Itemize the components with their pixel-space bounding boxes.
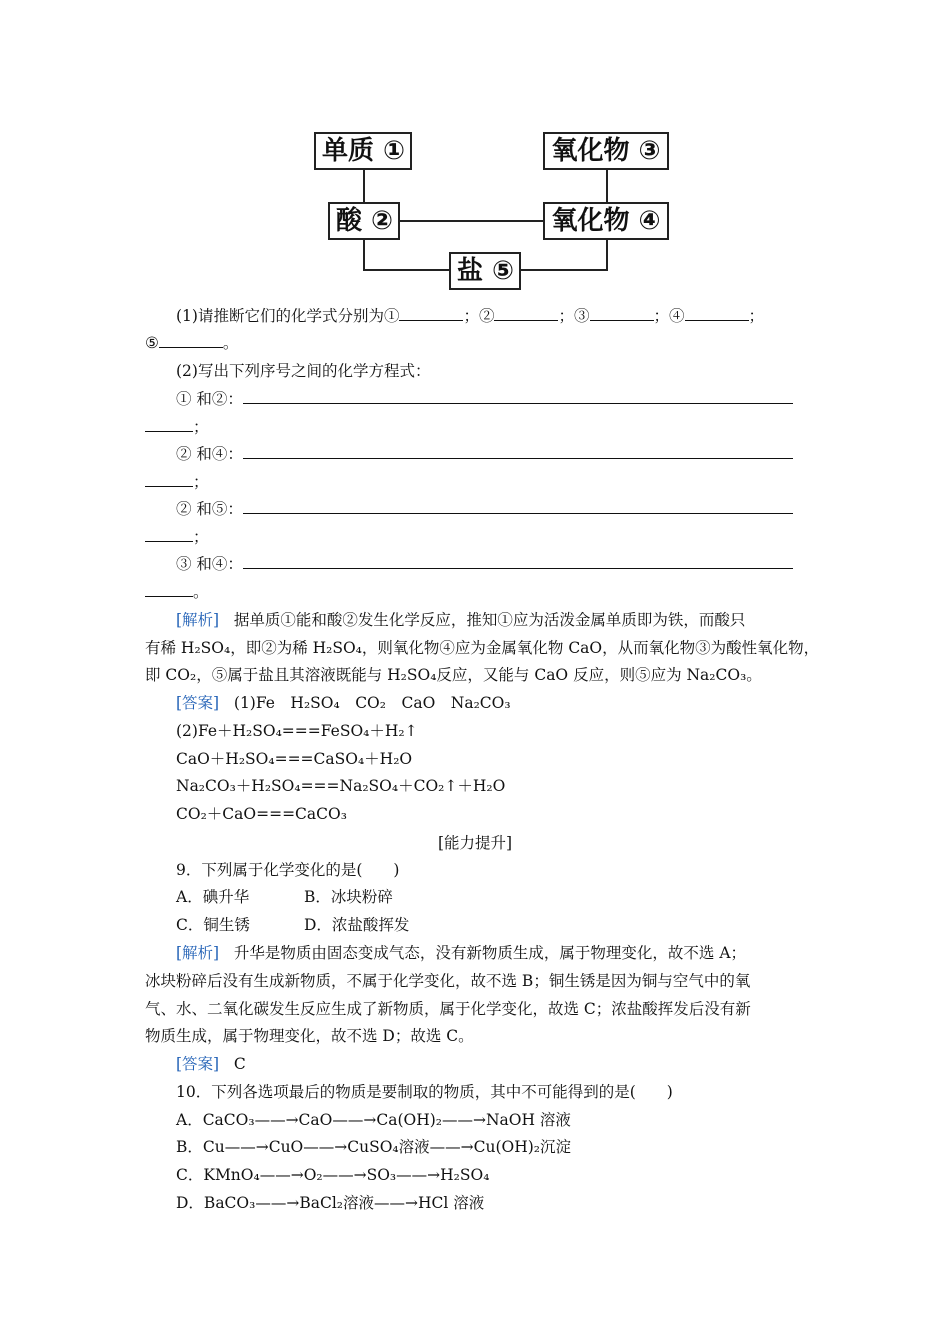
q10-option-b[interactable]: B．Cu——→CuO——→CuSO₄溶液——→Cu(OH)₂沉淀 — [176, 1138, 572, 1156]
q2-pair3-row — [176, 498, 793, 520]
connector-1-2 — [363, 168, 365, 204]
analysis9-text4: 物质生成，属于物理变化，故不选 D；故选 C。 — [145, 1027, 474, 1045]
section-title: [能力提升] — [437, 834, 513, 852]
q2-pair3-end: ； — [193, 528, 209, 546]
answer1-tag: [答案] — [176, 694, 220, 712]
q2-pair1-cont — [145, 416, 209, 438]
q1-blank-4[interactable] — [685, 306, 749, 321]
analysis1-line1 — [176, 609, 745, 631]
connector-3-4 — [606, 168, 608, 204]
answer1-eq1: (2)Fe＋H₂SO₄===FeSO₄＋H₂↑ — [176, 722, 418, 740]
answer1-eq3: Na₂CO₃＋H₂SO₄===Na₂SO₄＋CO₂↑＋H₂O — [176, 777, 506, 795]
q9-stem: 9．下列属于化学变化的是( ) — [176, 861, 400, 879]
analysis1-tag: [解析] — [176, 611, 220, 629]
q2-pair1-row — [176, 388, 793, 410]
answer9-line — [176, 1053, 246, 1075]
connector-4-5-h — [520, 269, 608, 271]
q1-line2-prefix: ⑤ — [145, 334, 159, 352]
relationship-diagram — [0, 0, 950, 300]
box-element-1: 单质 ① — [314, 132, 412, 170]
q10-stem: 10．下列各选项最后的物质是要制取的物质，其中不可能得到的是( ) — [176, 1083, 673, 1101]
q2-pair2-blank[interactable] — [243, 444, 793, 459]
q2-pair4-row — [176, 553, 793, 575]
answer1-text: (1)Fe H₂SO₄ CO₂ CaO Na₂CO₃ — [233, 694, 511, 712]
q2-pair3-blank-cont[interactable] — [145, 527, 193, 542]
analysis9-text3: 气、水、二氧化碳发生反应生成了新物质，属于化学变化，故选 C；浓盐酸挥发后没有新 — [145, 1000, 751, 1018]
q1-sep5: ； — [748, 307, 765, 325]
q2-pair3: ② 和⑤： — [176, 500, 243, 518]
q2-pair1-end: ； — [193, 418, 209, 436]
answer9-tag: [答案] — [176, 1055, 220, 1073]
q1-sep2: ；② — [463, 307, 495, 325]
q1-prefix: (1)请推断它们的化学式分别为① — [176, 307, 400, 325]
analysis9-text1: 升华是物质由固态变成气态，没有新物质生成，属于物理变化，故不选 A； — [233, 944, 747, 962]
q2-pair2-row — [176, 443, 793, 465]
analysis1-text1: 据单质①能和酸②发生化学反应，推知①应为活泼金属单质即为铁，而酸只 — [233, 611, 746, 629]
q2-pair3-cont — [145, 526, 209, 548]
connector-2-4 — [399, 220, 544, 222]
analysis1-text2: 有稀 H₂SO₄，即②为稀 H₂SO₄，则氧化物④应为金属氧化物 CaO，从而氧化物③为酸性氧化物， — [145, 639, 820, 657]
q2-pair3-blank[interactable] — [243, 499, 793, 514]
q2-pair4-blank[interactable] — [243, 554, 793, 569]
q10-option-c[interactable]: C．KMnO₄——→O₂——→SO₃——→H₂SO₄ — [176, 1166, 490, 1184]
box-oxide-3: 氧化物 ③ — [543, 132, 669, 170]
q1-sep4: ；④ — [653, 307, 685, 325]
q1-line1 — [176, 305, 764, 327]
q2-pair1-blank-cont[interactable] — [145, 417, 193, 432]
q1-blank-1[interactable] — [399, 306, 463, 321]
q1-blank-5[interactable] — [159, 333, 223, 348]
q1-sep3: ；③ — [558, 307, 590, 325]
q2-pair4-end: 。 — [193, 583, 209, 601]
q9-option-c[interactable]: C．铜生锈 — [176, 916, 250, 934]
analysis1-text3: 即 CO₂，⑤属于盐且其溶液既能与 H₂SO₄反应，又能与 CaO 反应，则⑤应为 Na₂CO₃。 — [145, 666, 762, 684]
connector-4-5-v — [606, 238, 608, 270]
answer1-line1 — [176, 692, 511, 714]
q2-pair2-blank-cont[interactable] — [145, 472, 193, 487]
q2-pair2-cont — [145, 471, 209, 493]
q1-blank-3[interactable] — [590, 306, 654, 321]
analysis9-line1 — [176, 942, 746, 964]
q2-pair2: ② 和④： — [176, 445, 243, 463]
q1-blank-2[interactable] — [494, 306, 558, 321]
q10-option-a[interactable]: A．CaCO₃——→CaO——→Ca(OH)₂——→NaOH 溶液 — [176, 1111, 571, 1129]
q2-pair2-end: ； — [193, 473, 209, 491]
analysis9-text2: 冰块粉碎后没有生成新物质，不属于化学变化，故不选 B；铜生锈是因为铜与空气中的氧 — [145, 972, 751, 990]
answer1-eq4: CO₂＋CaO===CaCO₃ — [176, 805, 347, 823]
q2-pair4-cont — [145, 581, 209, 603]
box-acid-2: 酸 ② — [328, 202, 400, 240]
answer9-text: C — [233, 1055, 246, 1073]
q9-option-b[interactable]: B．冰块粉碎 — [304, 888, 393, 906]
q10-option-d[interactable]: D．BaCO₃——→BaCl₂溶液——→HCl 溶液 — [176, 1194, 485, 1212]
analysis9-tag: [解析] — [176, 944, 220, 962]
q1-line2-end: 。 — [222, 334, 239, 352]
q2-pair1-blank[interactable] — [243, 389, 793, 404]
answer1-eq2: CaO＋H₂SO₄===CaSO₄＋H₂O — [176, 750, 413, 768]
q9-option-d[interactable]: D．浓盐酸挥发 — [304, 916, 410, 934]
q1-line2 — [145, 332, 238, 354]
connector-2-5-v — [363, 238, 365, 270]
connector-2-5-h — [363, 269, 450, 271]
q9-options-row2 — [176, 914, 409, 936]
q2-pair1: ① 和②： — [176, 390, 243, 408]
q2-title: (2)写出下列序号之间的化学方程式： — [176, 362, 431, 380]
box-oxide-4: 氧化物 ④ — [543, 202, 669, 240]
q2-pair4: ③ 和④： — [176, 555, 243, 573]
box-salt-5: 盐 ⑤ — [449, 252, 521, 290]
q9-option-a[interactable]: A．碘升华 — [176, 888, 250, 906]
q9-options-row1 — [176, 886, 393, 908]
q2-pair4-blank-cont[interactable] — [145, 582, 193, 597]
